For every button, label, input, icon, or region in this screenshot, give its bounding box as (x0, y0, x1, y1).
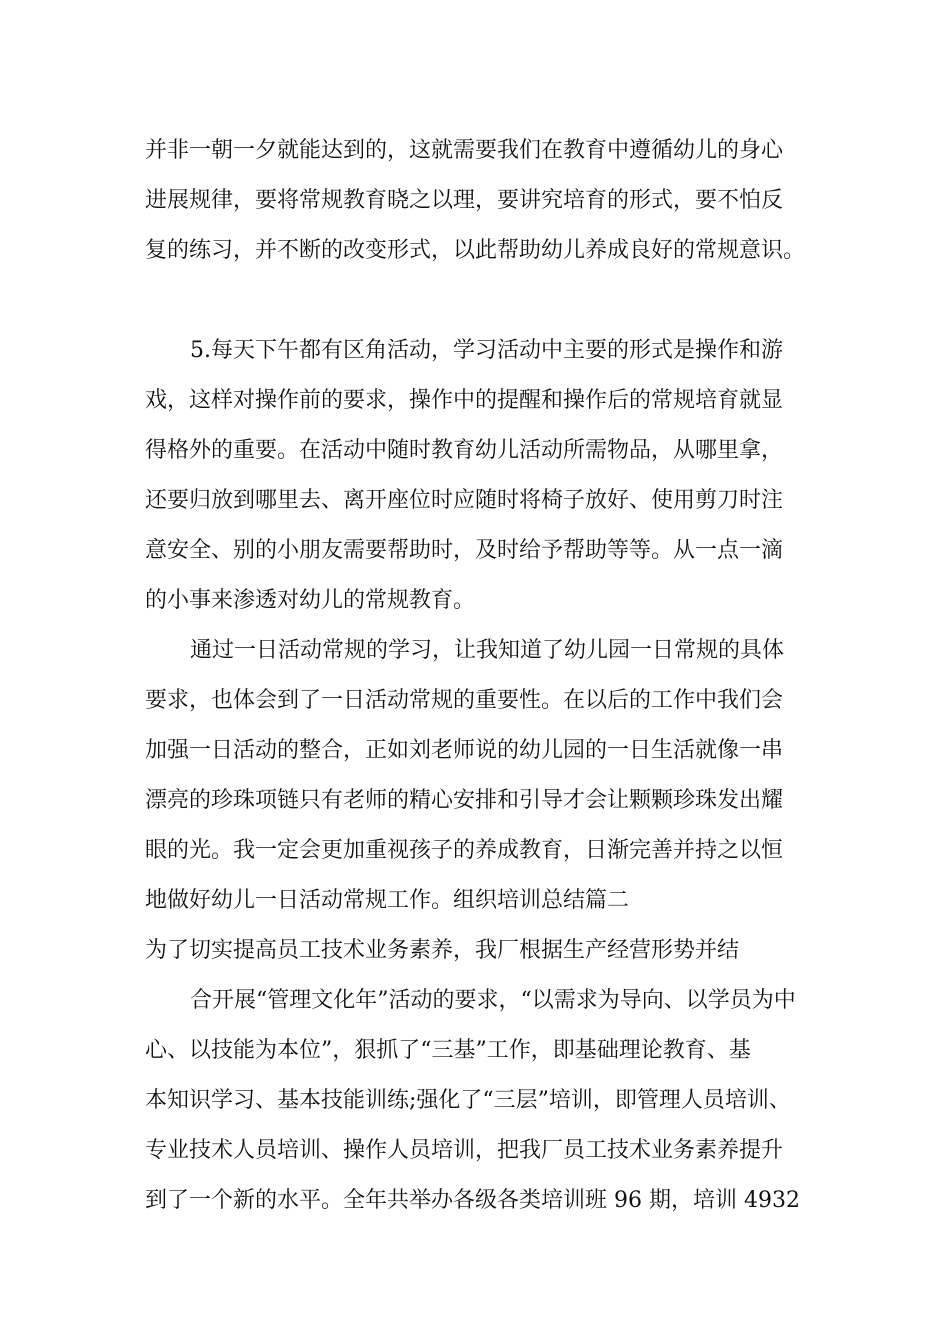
paragraph-first-line: 为了切实提高员工技术业务素养，我厂根据生产经营形势并结 (145, 938, 740, 963)
paragraph-first-line: 5.每天下午都有区角活动，学习活动中主要的形式是操作和游 (190, 338, 783, 363)
text-line: 到了一个新的水平。全年共举办各级各类培训班 96 期，培训 4932 (145, 1188, 800, 1213)
text-line: 加强一日活动的整合，正如刘老师说的幼儿园的一日生活就像一串 (145, 738, 784, 763)
text-line: 还要归放到哪里去、离开座位时应随时将椅子放好、使用剪刀时注 (145, 488, 784, 513)
paragraph-first-line: 通过一日活动常规的学习，让我知道了幼儿园一日常规的具体 (190, 638, 785, 663)
text-line: 得格外的重要。在活动中随时教育幼儿活动所需物品，从哪里拿， (145, 438, 784, 463)
text-line: 漂亮的珍珠项链只有老师的精心安排和引导才会让颗颗珍珠发出耀 (145, 788, 784, 813)
text-line: 的小事来渗透对幼儿的常规教育。 (145, 588, 476, 613)
text-line: 地做好幼儿一日活动常规工作。组织培训总结篇二 (145, 888, 630, 913)
text-line: 进展规律，要将常规教育晓之以理，要讲究培育的形式，要不怕反 (145, 188, 784, 213)
text-line: 复的练习，并不断的改变形式，以此帮助幼儿养成良好的常规意识。 (145, 238, 806, 263)
text-line: 专业技术人员培训、操作人员培训，把我厂员工技术业务素养提升 (145, 1138, 784, 1163)
text-line: 眼的光。我一定会更加重视孩子的养成教育，日渐完善并持之以恒 (145, 838, 784, 863)
text-line: 本知识学习、基本技能训练;强化了“三层”培训，即管理人员培训、 (145, 1088, 791, 1113)
text-line: 并非一朝一夕就能达到的，这就需要我们在教育中遵循幼儿的身心 (145, 138, 784, 163)
text-line: 意安全、别的小朋友需要帮助时，及时给予帮助等等。从一点一滴 (145, 538, 784, 563)
text-line: 要求，也体会到了一日活动常规的重要性。在以后的工作中我们会 (145, 688, 784, 713)
text-line: 合开展“管理文化年”活动的要求，“以需求为导向、以学员为中 (190, 988, 796, 1013)
text-line: 戏，这样对操作前的要求，操作中的提醒和操作后的常规培育就显 (145, 388, 784, 413)
text-line: 心、以技能为本位”，狠抓了“三基”工作，即基础理论教育、基 (145, 1038, 751, 1063)
